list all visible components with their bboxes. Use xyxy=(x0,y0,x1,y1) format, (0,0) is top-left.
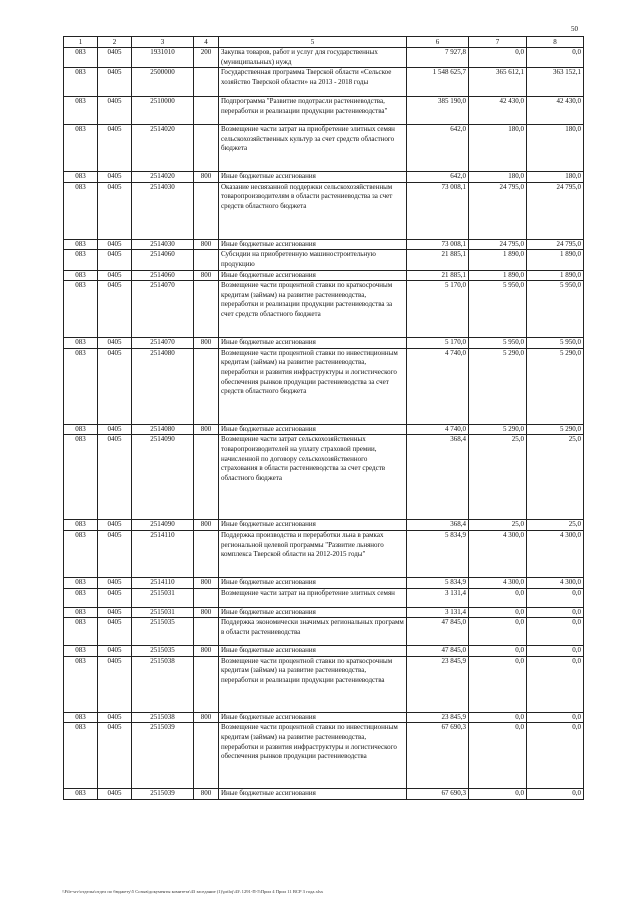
cell-description: Иные бюджетные ассигнования xyxy=(219,646,407,657)
header-row xyxy=(64,37,584,48)
cell-section: 0405 xyxy=(98,656,132,712)
table-row xyxy=(64,618,584,646)
cell-ministry: 083 xyxy=(64,646,98,657)
cell-target-article: 2515035 xyxy=(132,646,194,657)
cell-amount-2: 0,0 xyxy=(469,618,527,646)
cell-amount-1: 47 845,0 xyxy=(407,618,469,646)
cell-amount-1: 23 845,9 xyxy=(407,712,469,723)
cell-section: 0405 xyxy=(98,607,132,618)
cell-amount-1: 368,4 xyxy=(407,520,469,531)
cell-target-article: 2514110 xyxy=(132,530,194,577)
cell-amount-1: 7 927,8 xyxy=(407,48,469,68)
cell-expense-type: 800 xyxy=(194,270,219,281)
cell-ministry: 083 xyxy=(64,348,98,424)
cell-section: 0405 xyxy=(98,281,132,338)
cell-target-article: 2514060 xyxy=(132,250,194,270)
table-row xyxy=(64,125,584,172)
cell-amount-3: 42 430,0 xyxy=(527,97,584,125)
cell-amount-1: 5 170,0 xyxy=(407,338,469,349)
cell-amount-2: 5 290,0 xyxy=(469,348,527,424)
cell-expense-type xyxy=(194,68,219,97)
table-row xyxy=(64,588,584,607)
table-row xyxy=(64,530,584,577)
cell-target-article: 2514020 xyxy=(132,172,194,183)
cell-target-article: 2514080 xyxy=(132,348,194,424)
cell-target-article: 2515031 xyxy=(132,588,194,607)
column-header: 7 xyxy=(469,37,527,48)
column-header: 2 xyxy=(98,37,132,48)
table-row xyxy=(64,172,584,183)
cell-amount-3: 0,0 xyxy=(527,618,584,646)
cell-amount-2: 0,0 xyxy=(469,712,527,723)
cell-amount-3: 25,0 xyxy=(527,435,584,520)
cell-description: Возмещение части процентной ставки по краткосрочным кредитам (займам) на развитие растениеводства, переработки и реализации продукции растениеводства за счет средств областного бюджета xyxy=(219,281,407,338)
cell-amount-2: 0,0 xyxy=(469,723,527,789)
cell-description: Иные бюджетные ассигнования xyxy=(219,172,407,183)
cell-target-article: 2514030 xyxy=(132,239,194,250)
cell-section: 0405 xyxy=(98,646,132,657)
cell-target-article: 2515038 xyxy=(132,656,194,712)
cell-description: Субсидии на приобретенную машиностроительную продукцию xyxy=(219,250,407,270)
cell-expense-type: 800 xyxy=(194,577,219,588)
cell-section: 0405 xyxy=(98,618,132,646)
table-row xyxy=(64,646,584,657)
cell-section: 0405 xyxy=(98,723,132,789)
cell-amount-3: 0,0 xyxy=(527,646,584,657)
cell-expense-type xyxy=(194,348,219,424)
column-header: 5 xyxy=(219,37,407,48)
cell-description: Возмещение части затрат на приобретение элитных семян xyxy=(219,588,407,607)
cell-section: 0405 xyxy=(98,172,132,183)
column-header: 6 xyxy=(407,37,469,48)
table-row xyxy=(64,424,584,435)
cell-amount-2: 0,0 xyxy=(469,607,527,618)
column-header: 8 xyxy=(527,37,584,48)
cell-amount-1: 4 740,0 xyxy=(407,348,469,424)
cell-amount-2: 4 300,0 xyxy=(469,577,527,588)
cell-amount-1: 5 834,9 xyxy=(407,577,469,588)
table-row xyxy=(64,68,584,97)
cell-ministry: 083 xyxy=(64,338,98,349)
table-row xyxy=(64,607,584,618)
cell-amount-2: 0,0 xyxy=(469,789,527,800)
cell-amount-3: 0,0 xyxy=(527,712,584,723)
cell-amount-1: 368,4 xyxy=(407,435,469,520)
cell-amount-3: 363 152,1 xyxy=(527,68,584,97)
cell-section: 0405 xyxy=(98,577,132,588)
cell-ministry: 083 xyxy=(64,182,98,239)
table-row xyxy=(64,281,584,338)
cell-ministry: 083 xyxy=(64,723,98,789)
cell-description: Поддержка экономически значимых региональных программ в области растениеводства xyxy=(219,618,407,646)
cell-ministry: 083 xyxy=(64,172,98,183)
cell-amount-1: 67 690,3 xyxy=(407,723,469,789)
cell-target-article: 2515031 xyxy=(132,607,194,618)
table-row xyxy=(64,338,584,349)
cell-amount-3: 1 890,0 xyxy=(527,270,584,281)
cell-amount-3: 1 890,0 xyxy=(527,250,584,270)
cell-ministry: 083 xyxy=(64,435,98,520)
cell-description: Закупка товаров, работ и услуг для государственных (муниципальных) нужд xyxy=(219,48,407,68)
cell-target-article: 2514090 xyxy=(132,435,194,520)
cell-amount-1: 1 548 625,7 xyxy=(407,68,469,97)
table-row xyxy=(64,182,584,239)
cell-target-article: 2514020 xyxy=(132,125,194,172)
cell-amount-3: 180,0 xyxy=(527,172,584,183)
cell-description: Иные бюджетные ассигнования xyxy=(219,338,407,349)
cell-description: Иные бюджетные ассигнования xyxy=(219,424,407,435)
cell-amount-1: 73 008,1 xyxy=(407,239,469,250)
cell-amount-3: 4 300,0 xyxy=(527,530,584,577)
table-row xyxy=(64,348,584,424)
cell-description: Иные бюджетные ассигнования xyxy=(219,607,407,618)
cell-expense-type xyxy=(194,182,219,239)
table-row xyxy=(64,97,584,125)
cell-expense-type xyxy=(194,588,219,607)
cell-description: Возмещение части процентной ставки по краткосрочным кредитам (займам) на развитие растениеводства, переработки и реализации продукции растениеводства xyxy=(219,656,407,712)
cell-ministry: 083 xyxy=(64,530,98,577)
cell-amount-2: 25,0 xyxy=(469,520,527,531)
cell-amount-2: 180,0 xyxy=(469,125,527,172)
cell-amount-3: 0,0 xyxy=(527,588,584,607)
cell-amount-2: 365 612,1 xyxy=(469,68,527,97)
cell-description: Иные бюджетные ассигнования xyxy=(219,239,407,250)
cell-target-article: 2515039 xyxy=(132,789,194,800)
cell-description: Поддержка производства и переработки льна в рамках региональной целевой программы "Развитие льняного комплекса Тверской области на 2012-2015 годы" xyxy=(219,530,407,577)
cell-amount-2: 5 950,0 xyxy=(469,281,527,338)
cell-ministry: 083 xyxy=(64,48,98,68)
cell-target-article: 2510000 xyxy=(132,97,194,125)
cell-expense-type xyxy=(194,281,219,338)
table-row xyxy=(64,577,584,588)
cell-amount-1: 47 845,0 xyxy=(407,646,469,657)
cell-target-article: 2514090 xyxy=(132,520,194,531)
table-row xyxy=(64,435,584,520)
cell-description: Иные бюджетные ассигнования xyxy=(219,520,407,531)
cell-amount-2: 0,0 xyxy=(469,646,527,657)
cell-section: 0405 xyxy=(98,239,132,250)
cell-expense-type xyxy=(194,97,219,125)
cell-amount-2: 1 890,0 xyxy=(469,270,527,281)
cell-ministry: 083 xyxy=(64,577,98,588)
cell-expense-type xyxy=(194,530,219,577)
cell-section: 0405 xyxy=(98,424,132,435)
cell-section: 0405 xyxy=(98,588,132,607)
cell-amount-3: 180,0 xyxy=(527,125,584,172)
cell-amount-2: 0,0 xyxy=(469,656,527,712)
cell-target-article: 1931010 xyxy=(132,48,194,68)
cell-expense-type: 800 xyxy=(194,338,219,349)
cell-amount-2: 24 795,0 xyxy=(469,239,527,250)
cell-amount-1: 5 170,0 xyxy=(407,281,469,338)
cell-expense-type: 800 xyxy=(194,424,219,435)
cell-amount-3: 0,0 xyxy=(527,48,584,68)
cell-ministry: 083 xyxy=(64,424,98,435)
cell-expense-type xyxy=(194,435,219,520)
cell-amount-3: 25,0 xyxy=(527,520,584,531)
table-row xyxy=(64,789,584,800)
cell-amount-1: 642,0 xyxy=(407,125,469,172)
cell-description: Государственная программа Тверской области «Сельское хозяйство Тверской области» на 2013 - 2018 годы xyxy=(219,68,407,97)
cell-target-article: 2515039 xyxy=(132,723,194,789)
cell-amount-2: 180,0 xyxy=(469,172,527,183)
cell-amount-3: 4 300,0 xyxy=(527,577,584,588)
cell-section: 0405 xyxy=(98,48,132,68)
cell-ministry: 083 xyxy=(64,250,98,270)
cell-amount-1: 4 740,0 xyxy=(407,424,469,435)
cell-ministry: 083 xyxy=(64,588,98,607)
cell-amount-3: 5 290,0 xyxy=(527,348,584,424)
cell-target-article: 2514030 xyxy=(132,182,194,239)
cell-description: Иные бюджетные ассигнования xyxy=(219,270,407,281)
cell-amount-3: 5 290,0 xyxy=(527,424,584,435)
table-row xyxy=(64,250,584,270)
cell-section: 0405 xyxy=(98,530,132,577)
cell-amount-1: 21 885,1 xyxy=(407,270,469,281)
cell-ministry: 083 xyxy=(64,656,98,712)
cell-expense-type: 800 xyxy=(194,172,219,183)
cell-section: 0405 xyxy=(98,125,132,172)
cell-expense-type xyxy=(194,723,219,789)
cell-amount-2: 0,0 xyxy=(469,588,527,607)
cell-amount-1: 67 690,3 xyxy=(407,789,469,800)
cell-section: 0405 xyxy=(98,182,132,239)
cell-target-article: 2514060 xyxy=(132,270,194,281)
cell-amount-2: 1 890,0 xyxy=(469,250,527,270)
table-row xyxy=(64,520,584,531)
column-header: 4 xyxy=(194,37,219,48)
cell-ministry: 083 xyxy=(64,789,98,800)
cell-description: Возмещение части затрат на приобретение элитных семян сельскохозяйственных культур за счет средств областного бюджета xyxy=(219,125,407,172)
cell-amount-3: 0,0 xyxy=(527,723,584,789)
cell-expense-type: 800 xyxy=(194,239,219,250)
cell-description: Возмещение части процентной ставки по инвестиционным кредитам (займам) на развитие растениеводства, переработки и развития инфраструктуры и логистического обеспечения рынков продукции растениеводства за счет средств областного бюджета xyxy=(219,348,407,424)
file-path-footer: \\File-srv\отделы\отдел по бюджету\5 Созыв\документы комитета\43 заседание (1)\priloj\43\ 1291-П-5\Прил 4 Прил 11 ВСР 3 года.xlsx xyxy=(62,889,324,894)
cell-ministry: 083 xyxy=(64,239,98,250)
cell-section: 0405 xyxy=(98,789,132,800)
table-row xyxy=(64,270,584,281)
cell-ministry: 083 xyxy=(64,270,98,281)
cell-description: Иные бюджетные ассигнования xyxy=(219,577,407,588)
cell-amount-1: 3 131,4 xyxy=(407,607,469,618)
cell-target-article: 2514070 xyxy=(132,338,194,349)
column-header: 3 xyxy=(132,37,194,48)
cell-ministry: 083 xyxy=(64,618,98,646)
cell-amount-1: 23 845,9 xyxy=(407,656,469,712)
cell-amount-1: 5 834,9 xyxy=(407,530,469,577)
cell-amount-3: 0,0 xyxy=(527,789,584,800)
cell-section: 0405 xyxy=(98,520,132,531)
cell-expense-type: 800 xyxy=(194,646,219,657)
cell-expense-type: 800 xyxy=(194,712,219,723)
cell-ministry: 083 xyxy=(64,712,98,723)
cell-amount-1: 21 885,1 xyxy=(407,250,469,270)
cell-amount-2: 42 430,0 xyxy=(469,97,527,125)
cell-amount-3: 24 795,0 xyxy=(527,182,584,239)
cell-expense-type xyxy=(194,656,219,712)
page-number: 50 xyxy=(571,25,578,33)
cell-amount-2: 4 300,0 xyxy=(469,530,527,577)
table-row xyxy=(64,656,584,712)
cell-section: 0405 xyxy=(98,435,132,520)
budget-table xyxy=(63,36,584,800)
cell-target-article: 2515038 xyxy=(132,712,194,723)
cell-section: 0405 xyxy=(98,712,132,723)
cell-target-article: 2514110 xyxy=(132,577,194,588)
cell-amount-1: 73 008,1 xyxy=(407,182,469,239)
cell-ministry: 083 xyxy=(64,97,98,125)
cell-ministry: 083 xyxy=(64,520,98,531)
table-row xyxy=(64,239,584,250)
cell-section: 0405 xyxy=(98,270,132,281)
cell-description: Подпрограмма "Развитие подотрасли растениеводства, переработки и реализации продукции растениеводства" xyxy=(219,97,407,125)
cell-amount-2: 0,0 xyxy=(469,48,527,68)
table-row xyxy=(64,723,584,789)
cell-amount-3: 24 795,0 xyxy=(527,239,584,250)
cell-amount-3: 5 950,0 xyxy=(527,281,584,338)
cell-description: Иные бюджетные ассигнования xyxy=(219,789,407,800)
cell-amount-1: 385 190,0 xyxy=(407,97,469,125)
cell-amount-3: 5 950,0 xyxy=(527,338,584,349)
table-row xyxy=(64,48,584,68)
cell-target-article: 2514080 xyxy=(132,424,194,435)
cell-expense-type xyxy=(194,618,219,646)
cell-target-article: 2500000 xyxy=(132,68,194,97)
cell-target-article: 2515035 xyxy=(132,618,194,646)
cell-expense-type xyxy=(194,250,219,270)
column-header: 1 xyxy=(64,37,98,48)
cell-amount-3: 0,0 xyxy=(527,607,584,618)
cell-section: 0405 xyxy=(98,68,132,97)
cell-ministry: 083 xyxy=(64,68,98,97)
cell-ministry: 083 xyxy=(64,125,98,172)
cell-ministry: 083 xyxy=(64,607,98,618)
cell-expense-type: 800 xyxy=(194,607,219,618)
cell-expense-type: 800 xyxy=(194,789,219,800)
cell-ministry: 083 xyxy=(64,281,98,338)
cell-amount-2: 5 290,0 xyxy=(469,424,527,435)
table-row xyxy=(64,712,584,723)
cell-amount-1: 642,0 xyxy=(407,172,469,183)
cell-expense-type: 800 xyxy=(194,520,219,531)
cell-description: Возмещение части процентной ставки по инвестиционным кредитам (займам) на развитие растениеводства, переработки и развития инфраструктуры и логистического обеспечения рынков продукции растениеводства xyxy=(219,723,407,789)
cell-description: Оказание несвязанной поддержки сельскохозяйственным товаропроизводителям в области растениеводства за счет средств областного бюджета xyxy=(219,182,407,239)
cell-section: 0405 xyxy=(98,348,132,424)
cell-expense-type: 200 xyxy=(194,48,219,68)
cell-description: Иные бюджетные ассигнования xyxy=(219,712,407,723)
cell-amount-2: 5 950,0 xyxy=(469,338,527,349)
cell-section: 0405 xyxy=(98,97,132,125)
cell-amount-1: 3 131,4 xyxy=(407,588,469,607)
cell-amount-2: 24 795,0 xyxy=(469,182,527,239)
cell-section: 0405 xyxy=(98,250,132,270)
cell-section: 0405 xyxy=(98,338,132,349)
cell-amount-2: 25,0 xyxy=(469,435,527,520)
cell-expense-type xyxy=(194,125,219,172)
cell-amount-3: 0,0 xyxy=(527,656,584,712)
cell-description: Возмещение части затрат сельскохозяйственных товаропроизводителей на уплату страховой премии, начисленной по договору сельскохозяйственного страхования в области растениеводства за счет средств областного бюджета xyxy=(219,435,407,520)
cell-target-article: 2514070 xyxy=(132,281,194,338)
